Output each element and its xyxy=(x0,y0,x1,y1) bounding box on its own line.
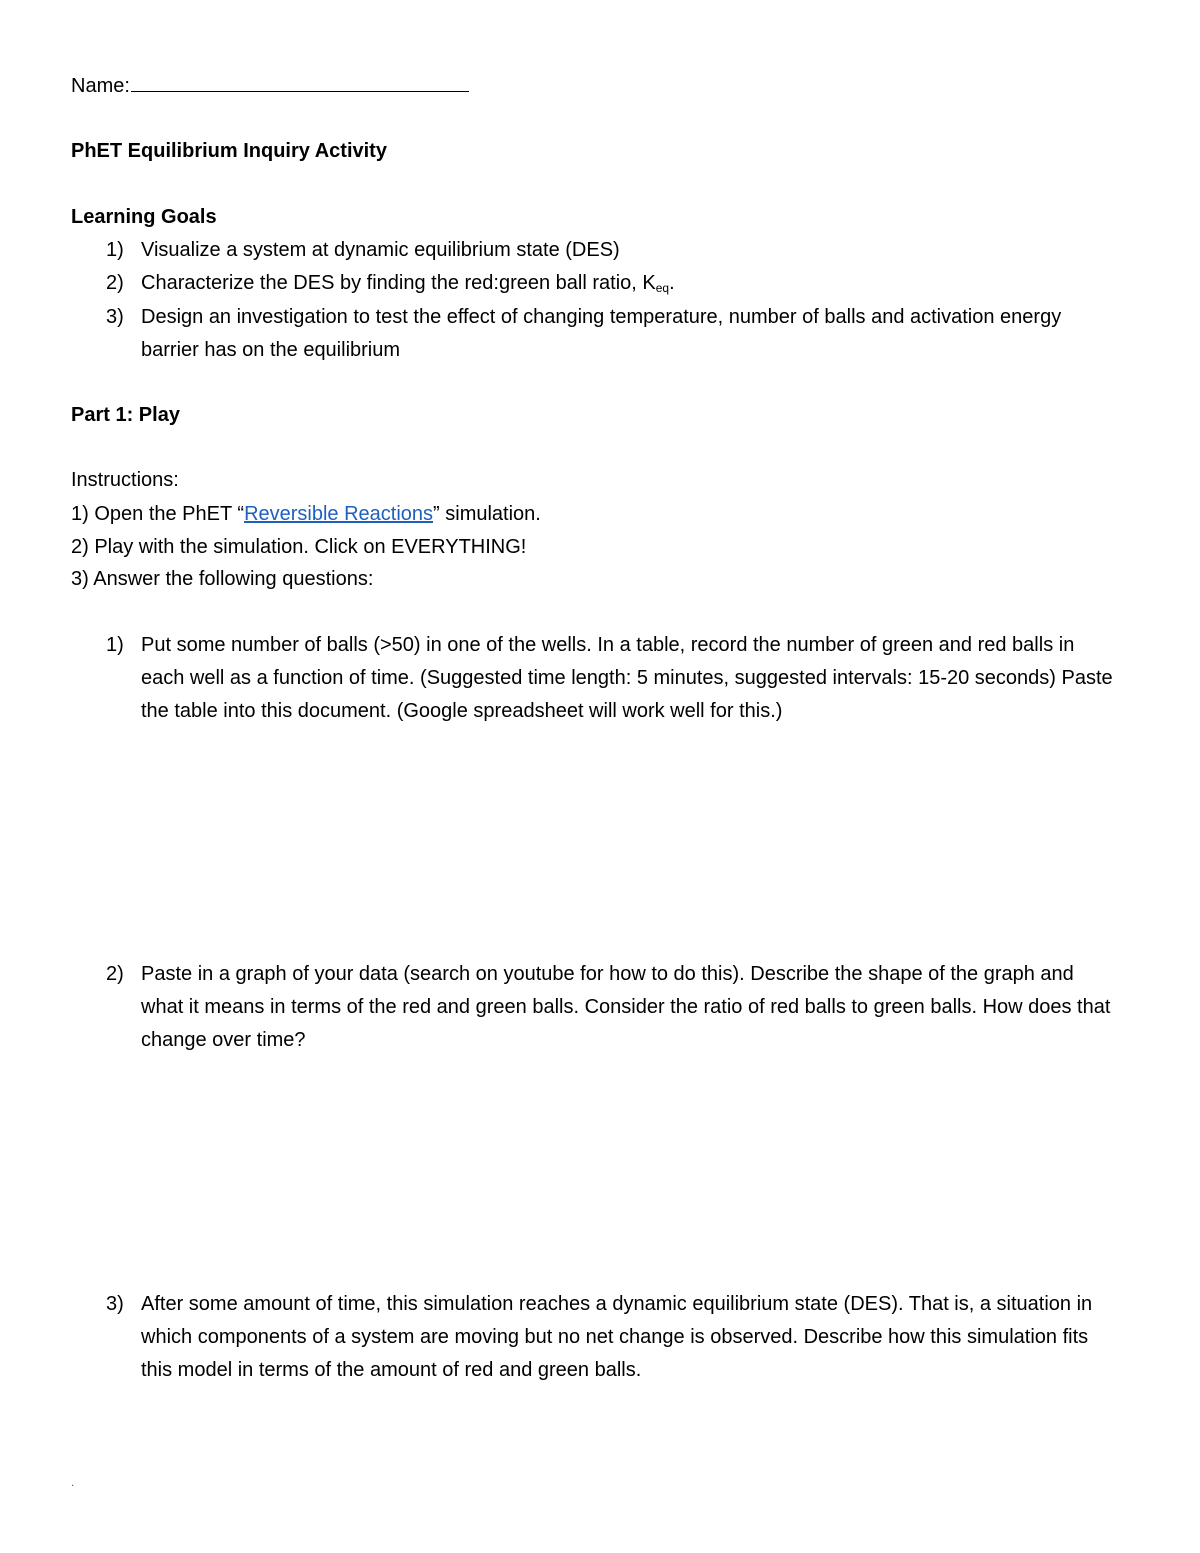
question-text: Put some number of balls (>50) in one of the wells. In a table, record the number of green and red balls in each well as a function of time. (Suggested time length: 5 minutes, suggested intervals: 15-20 seconds) Paste the table into this document. (Google spreadsheet will work well for this.) xyxy=(141,634,1113,722)
part1-heading: Part 1: Play xyxy=(71,404,180,426)
list-item-text: Design an investigation to test the effect of changing temperature, number of balls and activation energy barrier has on the equilibrium xyxy=(141,306,1062,361)
instruction-line: 3) Answer the following questions: xyxy=(71,568,374,590)
instructions-label: Instructions: xyxy=(71,469,179,491)
name-field-row xyxy=(71,70,469,103)
footer-mark: . xyxy=(71,1475,75,1489)
list-item-text xyxy=(141,267,1116,300)
question-text: Paste in a graph of your data (search on youtube for how to do this). Describe the shape of the graph and what it means in terms of the red and green balls. Consider the ratio of red balls to green balls. How does that change over time? xyxy=(141,963,1111,1051)
instruction-text: 1) Open the PhET “ xyxy=(71,503,245,525)
question-number: 2) xyxy=(106,963,124,985)
name-label: Name: xyxy=(71,75,130,97)
question-number: 3) xyxy=(106,1293,124,1315)
question-item xyxy=(106,958,1116,1057)
instruction-line xyxy=(71,498,541,531)
question-number: 1) xyxy=(106,634,124,656)
learning-goal-item xyxy=(106,301,1116,367)
learning-goal-item xyxy=(106,234,1116,267)
reversible-reactions-link[interactable]: Reversible Reactions xyxy=(244,503,434,525)
list-number: 1) xyxy=(106,239,124,261)
list-item-text: Visualize a system at dynamic equilibrium state (DES) xyxy=(141,239,620,261)
name-blank-line[interactable] xyxy=(131,73,469,92)
learning-goal-item xyxy=(106,267,1116,300)
goal-text-end: . xyxy=(669,272,675,294)
page-title: PhET Equilibrium Inquiry Activity xyxy=(71,140,387,162)
keq-subscript: eq xyxy=(655,281,670,295)
goal-text: Characterize the DES by finding the red:green ball ratio, K xyxy=(141,272,656,294)
question-item xyxy=(106,1288,1116,1387)
question-text: After some amount of time, this simulation reaches a dynamic equilibrium state (DES). That is, a situation in which components of a system are moving but no net change is observed. Describe how this simulation fits this model in terms of the amount of red and green balls. xyxy=(141,1293,1093,1381)
list-number: 3) xyxy=(106,306,124,328)
learning-goals-heading: Learning Goals xyxy=(71,206,217,228)
instruction-line: 2) Play with the simulation. Click on EVERYTHING! xyxy=(71,536,527,558)
list-number: 2) xyxy=(106,272,124,294)
question-item xyxy=(106,629,1116,728)
instruction-text: ” simulation. xyxy=(433,503,541,525)
